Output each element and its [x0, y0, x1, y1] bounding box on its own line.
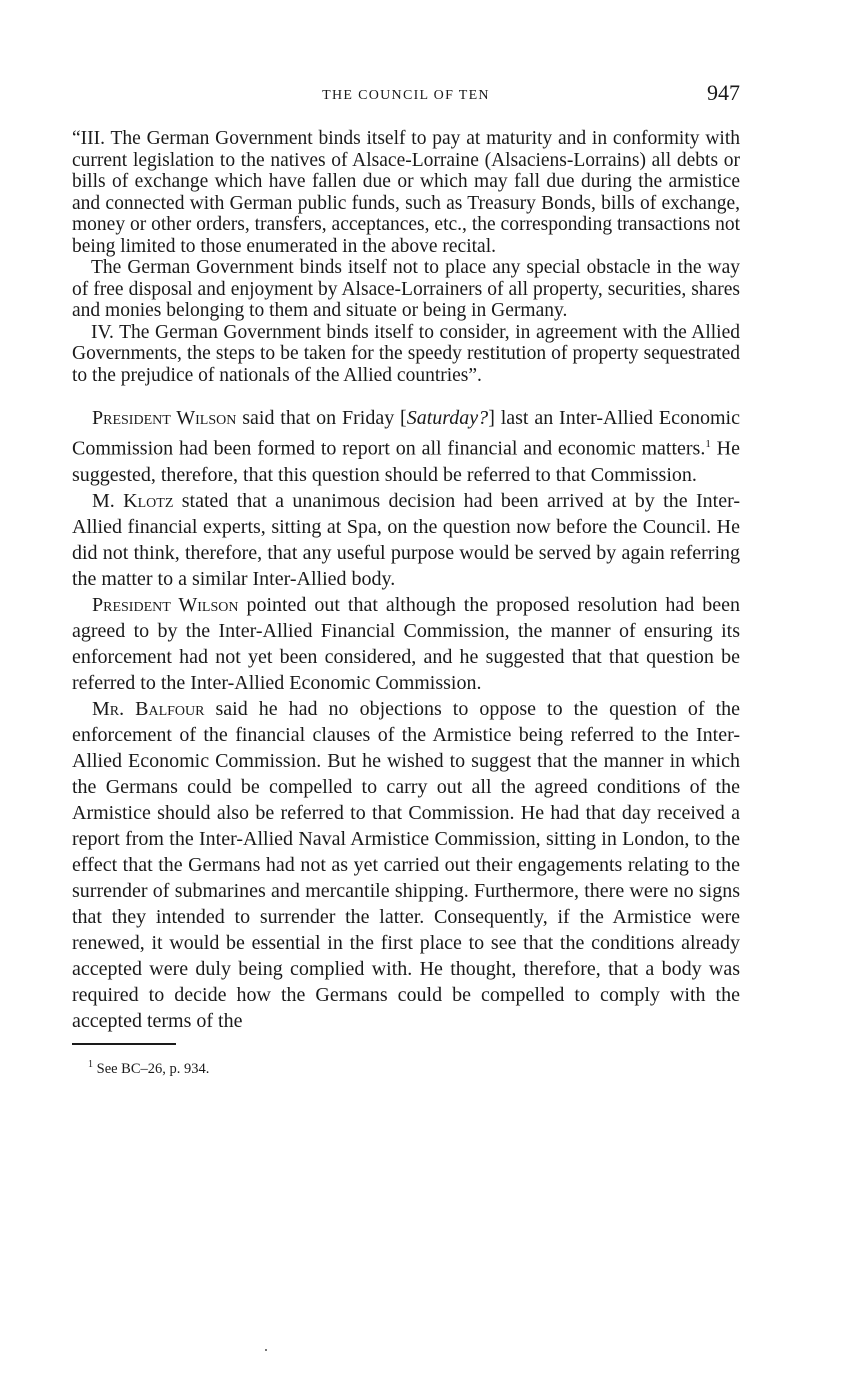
page-number: 947 [707, 80, 740, 105]
quoted-resolution [72, 128, 740, 386]
footnote-mark: 1 [88, 1058, 93, 1070]
running-head: THE COUNCIL OF TEN [322, 88, 490, 103]
document-page [72, 78, 740, 1077]
speaker-name: President Wilson [92, 593, 239, 616]
paragraph-text: pointed out that although the proposed resolution had been agreed to by the Inter-Allied Financial Commission, the manner of ensuring its enforcement had not yet been considered, and he suggested that that question be referred to the Inter-Allied Economic Commission. [72, 593, 740, 694]
speaker-name: M. Klotz [92, 489, 174, 512]
footnote-reference[interactable]: 1 [705, 438, 711, 450]
paragraph-text: He suggested, therefore, that this question should be referred to that Commission. [72, 437, 740, 486]
stray-mark [265, 1349, 267, 1351]
italic-note: Saturday? [406, 407, 489, 429]
paragraph-text: ] last an Inter-Allied Economic Commission had been formed to report on all financial and economic matters. [72, 407, 740, 460]
paragraph-balfour [72, 696, 740, 1034]
paragraph-text: said that on Friday [ [236, 407, 407, 429]
quote-paragraph: The German Government binds itself not to place any special obstacle in the way of free disposal and enjoyment by Alsace-Lorrainers of all property, securities, shares and monies belonging to them and situate or being in Germany. [72, 257, 740, 321]
quote-paragraph: IV. The German Government binds itself to consider, in agreement with the Allied Governments, the steps to be taken for the speedy restitution of property sequestrated to the prejudice of nationals of the Allied countries”. [72, 321, 740, 386]
quote-paragraph: “III. The German Government binds itself to pay at maturity and in conformity with current legislation to the natives of Alsace-Lorraine (Alsaciens-Lorrains) all debts or bills of exchange which have fallen due or which may fall due during the armistice and connected with German public funds, such as Treasury Bonds, bills of exchange, money or other orders, transfers, acceptances, etc., the corresponding transactions not being limited to those enumerated in the above recital. [72, 128, 740, 257]
footnote-text: See BC–26, p. 934. [93, 1060, 210, 1077]
minutes-body [72, 405, 740, 1034]
paragraph-text: stated that a unanimous decision had been arrived at by the Inter-Allied financial experts, sitting at Spa, on the question now before the Council. He did not think, therefore, that any useful purpose would be served by again referring the matter to a similar Inter-Allied body. [72, 489, 740, 590]
paragraph-wilson-1 [72, 405, 740, 488]
speaker-name: President Wilson [92, 407, 237, 429]
footnote [88, 1059, 740, 1078]
footnote-divider [72, 1043, 176, 1045]
speaker-name: Mr. Balfour [92, 697, 205, 720]
page-header [72, 78, 740, 114]
paragraph-klotz [72, 488, 740, 592]
paragraph-text: said he had no objections to oppose to the question of the enforcement of the financial clauses of the Armistice being referred to the Inter-Allied Economic Commission. But he wished to suggest that the manner in which the Germans could be compelled to carry out all the agreed conditions of the Armistice should also be referred to that Commission. He had that day received a report from the Inter-Allied Naval Armistice Commission, sitting in London, to the effect that the Germans had not as yet carried out their engagements relating to the surrender of submarines and mercantile shipping. Furthermore, there were no signs that they intended to surrender the latter. Consequently, if the Armistice were renewed, it would be essential in the first place to see that the conditions already accepted were duly being complied with. He thought, therefore, that a body was required to decide how the Germans could be compelled to comply with the accepted terms of the [72, 697, 740, 1032]
paragraph-wilson-2 [72, 592, 740, 696]
